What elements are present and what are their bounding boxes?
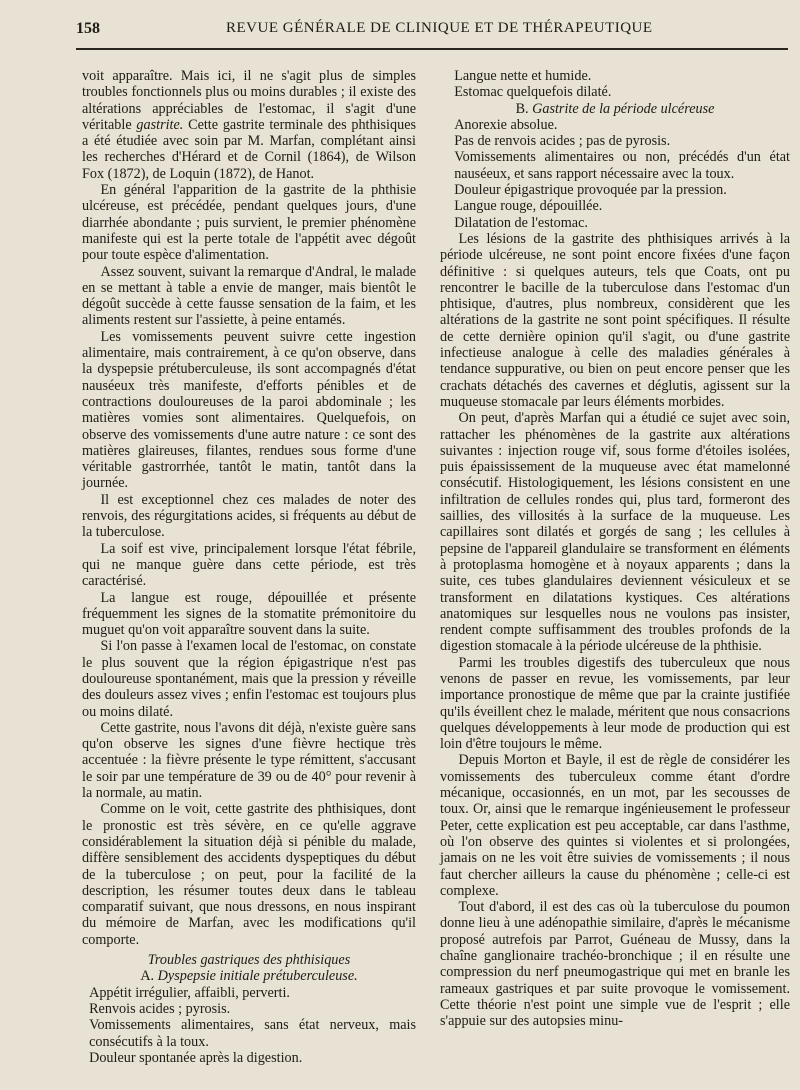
list-item: Douleur épigastrique provoquée par la pression. (454, 182, 727, 199)
list-item: Vomissements alimentaires, sans état nerveux, mais consécutifs à la toux. (89, 1017, 416, 1050)
paragraph: En général l'apparition de la gastrite de la phthisie ulcéreuse, est précédée, pendant quelques jours, d'une diarrhée abondante ; puis survient, le premier phénomène manifeste qui est la perte totale de l'appétit avec dégoût pour toute espèce d'alimentation. (82, 182, 416, 264)
list-item: Pas de renvois acides ; pas de pyrosis. (454, 133, 671, 150)
running-title: REVUE GÉNÉRALE DE CLINIQUE ET DE THÉRAPEUTIQUE (226, 20, 653, 36)
list-item: Estomac quelquefois dilaté. (454, 84, 612, 101)
section-heading-a: A. Dyspepsie initiale prétuberculeuse. (140, 968, 358, 985)
list-item: Douleur spontanée après la digestion. (89, 1049, 303, 1066)
list-item: Dilatation de l'estomac. (454, 214, 588, 231)
paragraph: Il est exceptionnel chez ces malades de noter des renvois, des régurgitations acides, si fréquents au début de la tuberculose. (82, 491, 416, 541)
paragraph: Depuis Morton et Bayle, il est de règle de considérer les vomissements des tuberculeux comme étant d'ordre mécanique, occasionnés, en un mot, par les secousses de toux. Or, ainsi que le remarque ingénieusement le professeur Peter, cette explication est peu acceptable, car dans l'asthme, où l'on observe des quintes si violentes et si prolongées, jamais on ne les voit être suivies de vomissements ; il nous faut chercher ailleurs la cause du phénomène ; celle-ci est complexe. (440, 752, 790, 899)
list-item: Renvois acides ; pyrosis. (89, 1000, 231, 1017)
paragraph: On peut, d'après Marfan qui a étudié ce sujet avec soin, rattacher les phénomènes de la gastrite aux altérations suivantes : injection rouge vif, sous forme d'étoiles isolées, puis épaississement de la muqueuse avec état mamelonné consécutif. Histologiquement, les lésions consistent en une infiltration de cellules rondes qui, plus tard, formeront des saillies, des villosités à la surface de la muqueuse. Les capillaires sont dilatés et gorgés de sang ; les cellules à pepsine de l'appareil glandulaire se transforment en éléments à protoplasma homogène et à noyaux apparents ; dans la suite, ces tubes glandulaires deviennent vésiculeux et se transforment en dilatations kystiques. Ces altérations anatomiques sur lesquelles nous ne voulons pas insister, rendent compte suffisamment des troubles profonds de la digestion stomacale à la période ulcéreuse de la phthisie. (440, 410, 790, 655)
header-rule (76, 48, 788, 50)
table-title: Troubles gastriques des phthisiques (147, 952, 351, 969)
paragraph: Les lésions de la gastrite des phthisiques arrivés à la période ulcéreuse, ne sont point encore fixées d'une façon définitive : si quelques auteurs, tels que Coats, ont pu rencontrer le bacille de la tuberculose dans l'estomac d'un phtisique, d'autres, plus nombreux, considèrent que les altérations de la gastrite ne sont point spécifiques. Il résulte de cette dernière opinion qu'il s'agit, ou d'une gastrite infectieuse analogue à celle des maladies générales à tendance suppurative, ou bien on peut encore penser que les crachats détachés des cavernes et déglutis, agissent sur la muqueuse stomacale par leurs éléments morbides. (440, 230, 790, 410)
paragraph: Comme on le voit, cette gastrite des phthisiques, dont le pronostic est très sévère, en ce qu'elle aggrave considérablement la situation déjà si pénible du malade, diffère sensiblement des accidents dyspeptiques du début de la tuberculose ; on peut, pour la facilité de la description, les résumer toutes deux dans le tableau comparatif suivant, que nous dressons, en nous inspirant du mémoire de Marfan, avec les modifications qu'il comporte. (82, 801, 416, 948)
list-item: Langue nette et humide. (454, 68, 592, 84)
paragraph: Parmi les troubles digestifs des tuberculeux que nous venons de passer en revue, les vomissements, par leur importance pronostique de même que par la crainte justifiée qu'ils éveillent chez le malade, méritent que nous consacrions quelques développements à leur mode de production qui est loin d'être toujours le même. (440, 654, 790, 753)
list-item: Langue rouge, dépouillée. (454, 198, 603, 215)
list-item: Anorexie absolue. (454, 116, 558, 133)
paragraph: voit apparaître. Mais ici, il ne s'agit plus de simples troubles fonctionnels plus ou moins durables ; il existe des altérations appréciables de l'estomac, il s'agit d'une véritable gastrite. Cette gastrite terminale des phthisiques a été étudiée avec soin par M. Marfan, complétant ainsi les recherches d'Hérard et de Cornil (1864), de Wilson Fox (1872), de Loquin (1872), de Hanot. (82, 68, 417, 182)
paragraph: Cette gastrite, nous l'avons dit déjà, n'existe guère sans qu'on observe les signes d'une fièvre hectique très accentuée : la fièvre présente le type rémittent, s'accusant le soir par une température de 39 ou de 40° pour revenir à la normale, au matin. (82, 719, 416, 802)
list-item: Vomissements alimentaires ou non, précédés d'un état nauséeux, et sans rapport nécessaire avec la toux. (454, 149, 790, 182)
list-item: Appétit irrégulier, affaibli, perverti. (89, 984, 290, 1001)
paragraph: La soif est vive, principalement lorsque l'état fébrile, qui ne manque guère dans cette période, est très caractérisé. (82, 540, 416, 590)
paragraph: Les vomissements peuvent suivre cette ingestion alimentaire, mais contrairement, à ce qu'on observe, dans la dyspepsie prétuberculeuse, ils sont accompagnés d'état nauséeux très manifeste, d'efforts pénibles et de contractions douloureuses de la paroi abdominale ; les matières vomies sont alimentaires. Quelquefois, on observe des vomissements d'une autre nature : ce sont des matières glaireuses, filantes, rendues sous forme d'une véritable gastrorrhée, tantôt le matin, tantôt dans la journée. (82, 328, 416, 492)
paragraph: La langue est rouge, dépouillée et présente fréquemment les signes de la stomatite prémonitoire du muguet qu'on voit apparaître souvent dans la suite. (82, 589, 416, 639)
left-column (82, 68, 416, 1066)
paragraph: Assez souvent, suivant la remarque d'Andral, le malade en se mettant à table a envie de manger, mais bientôt le dégoût succède à cette fausse sensation de la faim, et les aliments restent sur l'assiette, à peine entamés. (82, 263, 416, 329)
right-column (440, 68, 790, 1030)
section-heading-b: B. Gastrite de la période ulcéreuse (515, 100, 715, 117)
page-header (76, 14, 784, 40)
paragraph: Si l'on passe à l'examen local de l'estomac, on constate le plus souvent que la région épigastrique n'est pas douloureuse spontanément, mais que la pression y réveille des douleurs assez vives ; enfin l'estomac est toujours plus ou moins dilaté. (82, 638, 416, 720)
page-number: 158 (76, 20, 100, 37)
paragraph: Tout d'abord, il est des cas où la tuberculose du poumon donne lieu à une adénopathie similaire, d'après le mécanisme proposé autrefois par Parrot, Guéneau de Mussy, dans la chaîne ganglionaire trachéo-bronchique ; il en résulte une compression du nerf pneumogastrique qui met en branle les rameaux gastriques et par suite provoque le vomissement. Cette théorie n'est point une simple vue de l'esprit ; elle s'appuie sur des autopsies minu- (440, 899, 790, 1030)
